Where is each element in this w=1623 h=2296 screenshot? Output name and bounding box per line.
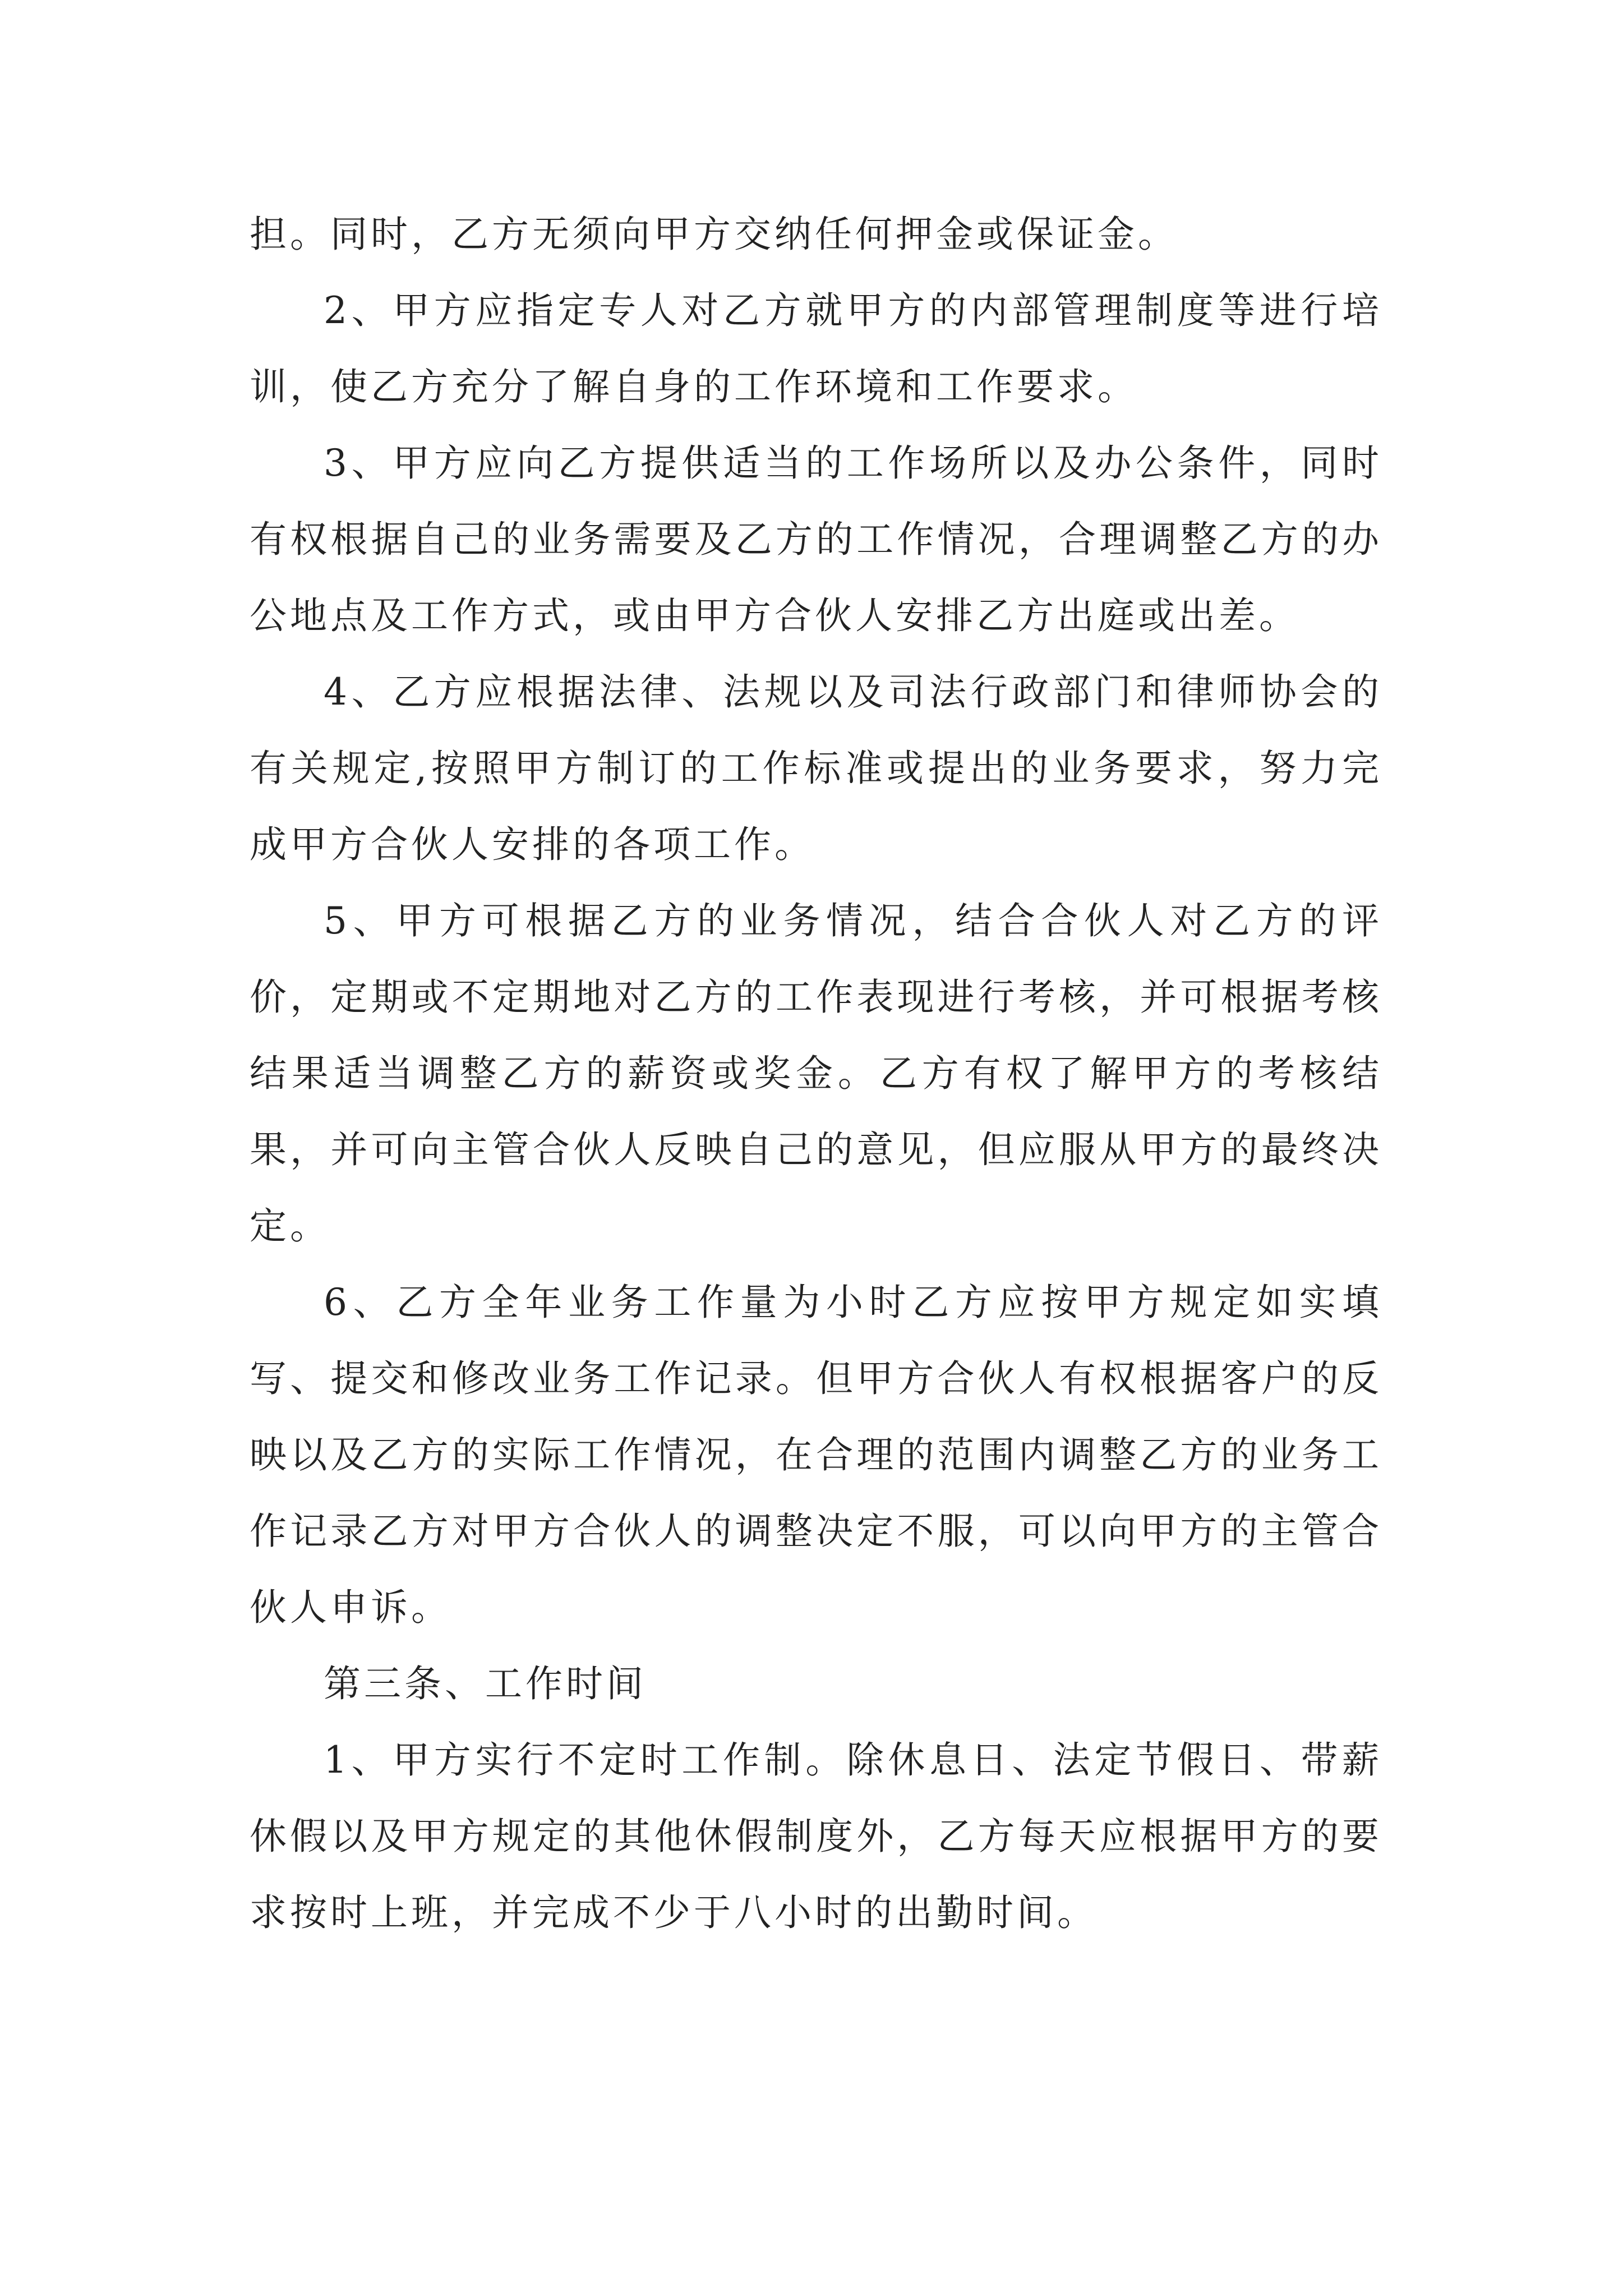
paragraph-item-4: 4、乙方应根据法律、法规以及司法行政部门和律师协会的有关规定,按照甲方制订的工作标准或提出的业务要求，努力完成甲方合伙人安排的各项工作。 [250,670,1382,866]
paragraph-item-5: 5、甲方可根据乙方的业务情况，结合合伙人对乙方的评价，定期或不定期地对乙方的工作表现进行考核，并可根据考核结果适当调整乙方的薪资或奖金。乙方有权了解甲方的考核结果，并可向主管合伙人反映自己的意见，但应服从甲方的最终决定。 [250,899,1382,1248]
paragraph-item-2: 2、甲方应指定专人对乙方就甲方的内部管理制度等进行培训，使乙方充分了解自身的工作环境和工作要求。 [250,289,1382,408]
paragraph-item-6: 6、乙方全年业务工作量为小时乙方应按甲方规定如实填写、提交和修改业务工作记录。但甲方合伙人有权根据客户的反映以及乙方的实际工作情况，在合理的范围内调整乙方的业务工作记录乙方对甲方合伙人的调整决定不服，可以向甲方的主管合伙人申诉。 [250,1281,1382,1629]
section-heading: 第三条、工作时间 [324,1662,647,1705]
paragraph-continuation: 担。同时，乙方无须向甲方交纳任何押金或保证金。 [250,213,1178,256]
paragraph-item-3: 3、甲方应向乙方提供适当的工作场所以及办公条件，同时有权根据自己的业务需要及乙方的工作情况，合理调整乙方的办公地点及工作方式，或由甲方合伙人安排乙方出庭或出差。 [250,441,1382,637]
paragraph-item-1: 1、甲方实行不定时工作制。除休息日、法定节假日、带薪休假以及甲方规定的其他休假制度外，乙方每天应根据甲方的要求按时上班，并完成不少于八小时的出勤时间。 [250,1738,1382,1934]
document-body [250,196,1382,1951]
